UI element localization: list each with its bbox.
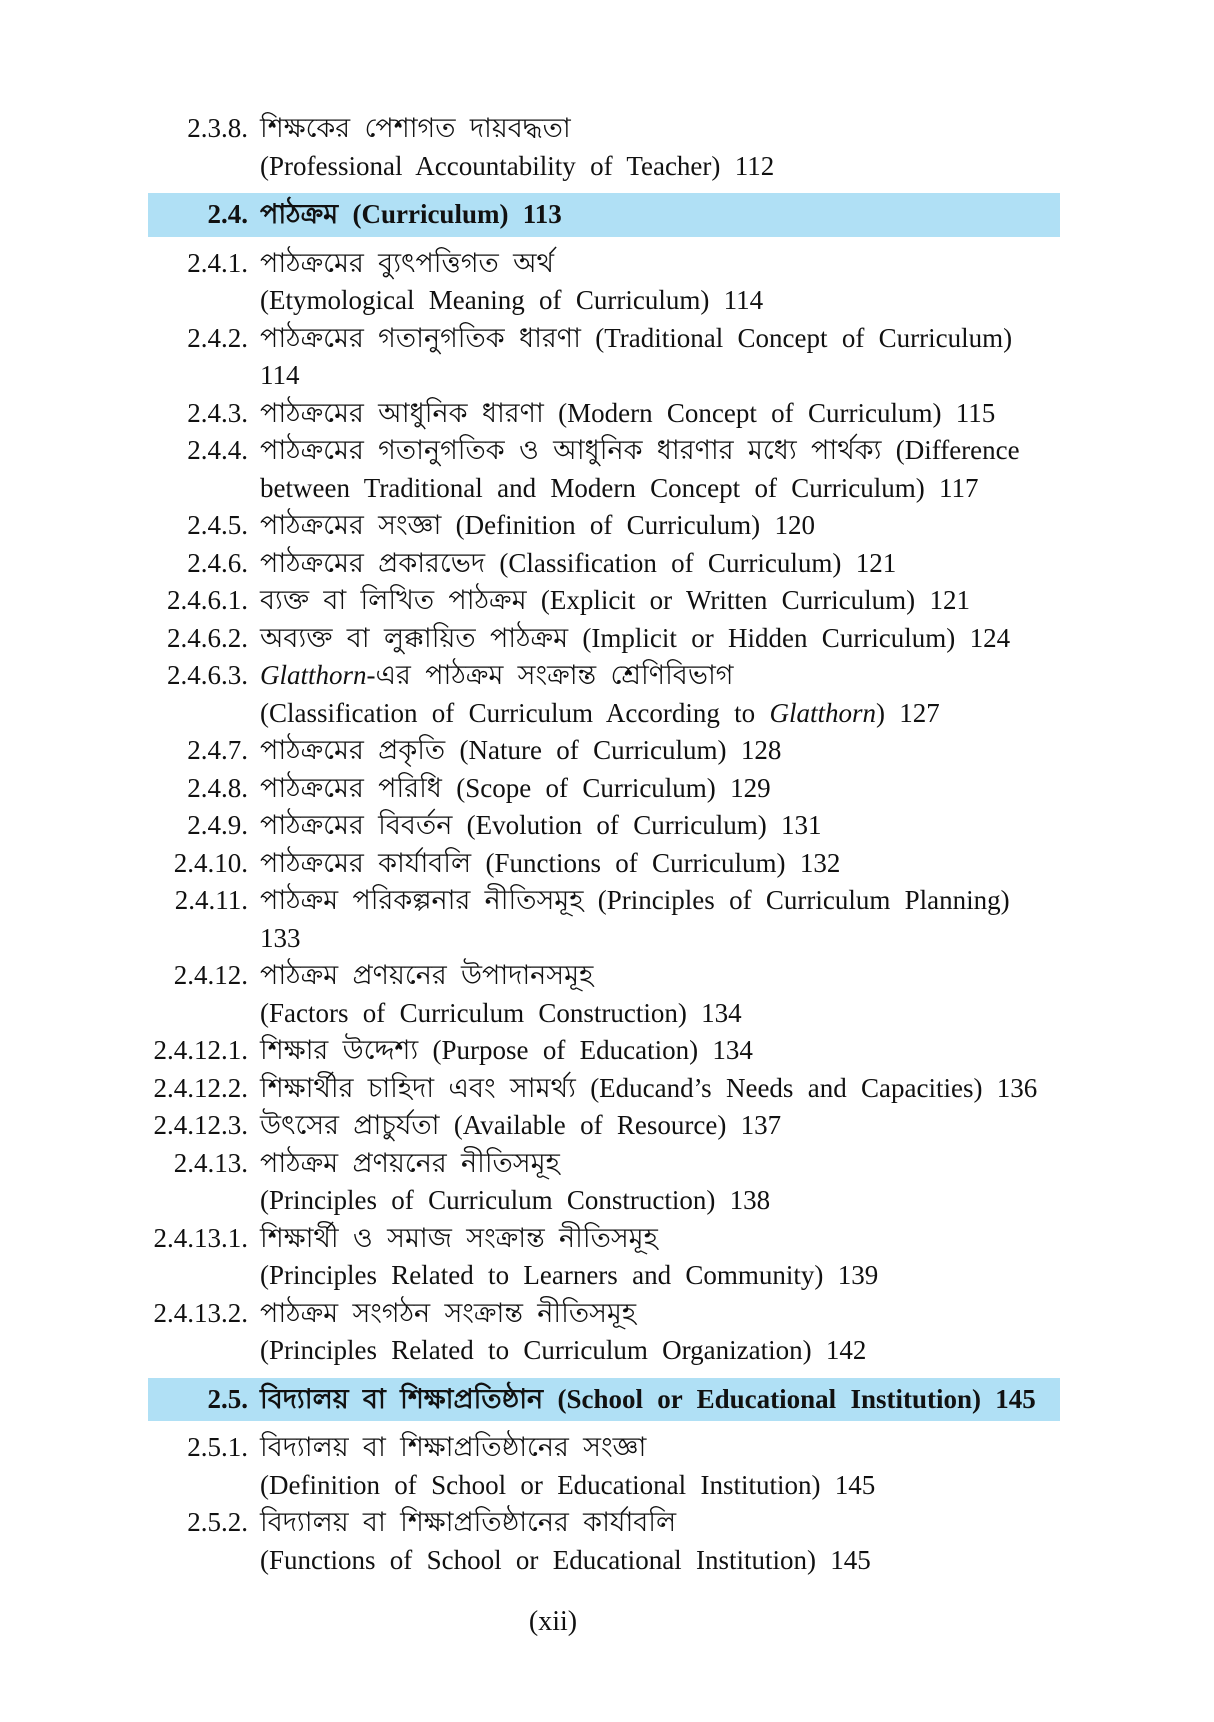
page-number: (xii) [528,1606,578,1637]
toc-entry-number: 2.4.3. [187,397,248,428]
toc-entry-text [260,1504,1060,1579]
toc-entry-text [260,1295,1060,1370]
toc-entry-line: (Principles Related to Learners and Community) 139 [260,1260,879,1290]
toc-entry-line: পাঠক্রম সংগঠন সংক্রান্ত নীতিসমূহ [260,1297,637,1328]
toc-entry-line: (Principles of Curriculum Construction) 138 [260,1185,771,1215]
toc-entry-line: পাঠক্রমের প্রকৃতি (Nature of Curriculum) 128 [260,735,782,765]
toc-entry-number: 2.3.8. [187,113,248,143]
toc-entry-text [260,770,1060,808]
toc-entry [148,1295,1060,1370]
toc-entry [148,657,1060,732]
toc-entry-line: ব্যক্ত বা লিখিত পাঠক্রম (Explicit or Written Curriculum) 121 [260,585,970,615]
toc-entry-text [260,196,1060,234]
toc-entry [148,1107,1060,1145]
toc-entry-number: 2.4.12.2. [153,1072,248,1103]
toc-entry-text [260,957,1060,1032]
toc-entry [148,507,1060,545]
toc-entry-line: পাঠক্রম পরিকল্পনার নীতিসমূহ (Principles of Curriculum Planning) 133 [260,885,1010,953]
toc-entry-text [260,807,1060,845]
toc-entry-line: পাঠক্রমের সংজ্ঞা (Definition of Curriculum) 120 [260,510,815,540]
toc-entry-line: শিক্ষার্থীর চাহিদা এবং সামর্থ্য (Educand’s Needs and Capacities) 136 [260,1072,1038,1103]
toc-entry-number: 2.4.7. [187,735,248,765]
toc-entry-number: 2.5.1. [187,1432,248,1462]
toc-entry-text [260,110,1060,185]
toc-entry-line: Glatthorn-এর পাঠক্রম সংক্রান্ত শ্রেণিবিভাগ [260,660,734,690]
toc-entry-number: 2.4.12.1. [153,1035,248,1065]
toc-entry-line: (Definition of School or Educational Institution) 145 [260,1469,876,1500]
toc-entry [148,1429,1060,1504]
toc-entry-number: 2.4.13.1. [153,1222,248,1253]
toc-entry-line: পাঠক্রমের ব্যুৎপত্তিগত অর্থ [260,247,554,278]
toc-entry-text [260,245,1060,320]
toc-entry-text [260,582,1060,620]
toc-entry-line: বিদ্যালয় বা শিক্ষাপ্রতিষ্ঠানের কার্যাবলি [260,1507,677,1537]
toc-entry-line: পাঠক্রম (Curriculum) 113 [260,199,562,229]
toc-entry-line: বিদ্যালয় বা শিক্ষাপ্রতিষ্ঠানের সংজ্ঞা [260,1432,647,1462]
toc-entry-number: 2.4.9. [187,810,248,840]
toc-entry-number: 2.4.6.3. [167,660,248,690]
toc-entry-number: 2.5.2. [187,1507,248,1537]
toc-entry-text [260,320,1060,395]
toc-entry-line: between Traditional and Modern Concept of Curriculum) 117 [260,472,979,503]
toc-list [148,110,1060,1579]
toc-entry [148,807,1060,845]
toc-entry-line: (Factors of Curriculum Construction) 134 [260,997,742,1028]
toc-entry-number: 2.4.6. [187,547,248,578]
toc-entry-text [260,1220,1060,1295]
toc-entry-number: 2.4. [207,199,248,229]
toc-entry-text [260,1107,1060,1145]
toc-entry-number: 2.4.4. [187,435,248,465]
toc-entry-number: 2.4.11. [174,885,248,915]
toc-entry-line: পাঠক্রমের আধুনিক ধারণা (Modern Concept of Curriculum) 115 [260,397,996,428]
toc-entry [148,732,1060,770]
toc-entry-text [260,882,1060,957]
toc-entry-text [260,620,1060,658]
toc-entry [148,1145,1060,1220]
toc-entry-text [260,507,1060,545]
toc-entry [148,110,1060,185]
toc-entry [148,582,1060,620]
toc-entry-line: পাঠক্রম প্রণয়নের উপাদানসমূহ [260,960,594,990]
toc-entry-number: 2.5. [207,1383,248,1414]
toc-entry [148,845,1060,883]
toc-entry [148,957,1060,1032]
toc-entry-line: (Professional Accountability of Teacher) 112 [260,150,775,181]
toc-entry-line: অব্যক্ত বা লুক্কায়িত পাঠক্রম (Implicit or Hidden Curriculum) 124 [260,622,1011,653]
toc-entry-text [260,1145,1060,1220]
toc-entry [148,1220,1060,1295]
toc-entry [148,245,1060,320]
toc-entry-line: পাঠক্রমের কার্যাবলি (Functions of Curriculum) 132 [260,847,841,878]
toc-entry-line: বিদ্যালয় বা শিক্ষাপ্রতিষ্ঠান (School or Educational Institution) 145 [260,1383,1036,1414]
toc-entry-number: 2.4.8. [187,772,248,803]
toc-entry-text [260,845,1060,883]
toc-entry [148,882,1060,957]
toc-entry-text [260,657,1060,732]
toc-entry-number: 2.4.13. [173,1147,248,1178]
toc-entry-line: পাঠক্রম প্রণয়নের নীতিসমূহ [260,1147,560,1178]
toc-entry-number: 2.4.10. [173,847,248,878]
toc-entry [148,320,1060,395]
toc-entry-line: শিক্ষকের পেশাগত দায়বদ্ধতা [260,113,571,143]
toc-entry-number: 2.4.2. [187,322,248,353]
toc-entry-line: শিক্ষার উদ্দেশ্য (Purpose of Education) 134 [260,1035,753,1065]
toc-entry-line: শিক্ষার্থী ও সমাজ সংক্রান্ত নীতিসমূহ [260,1222,658,1253]
toc-entry [148,770,1060,808]
toc-entry-text [260,432,1060,507]
toc-entry-line: (Classification of Curriculum According to Glatthorn) 127 [260,697,940,728]
toc-entry-text [260,1032,1060,1070]
toc-entry-text [260,732,1060,770]
toc-entry-line: (Etymological Meaning of Curriculum) 114 [260,285,764,315]
toc-entry-number: 2.4.12. [173,960,248,990]
toc-section-heading [148,1378,1060,1422]
toc-entry-text [260,545,1060,583]
toc-entry-number: 2.4.5. [187,510,248,540]
toc-entry-number: 2.4.6.1. [167,585,248,615]
toc-entry-number: 2.4.12.3. [153,1110,248,1140]
toc-entry [148,1032,1060,1070]
toc-entry-line: পাঠক্রমের গতানুগতিক ধারণা (Traditional Concept of Curriculum) 114 [260,322,1013,390]
toc-entry-number: 2.4.6.2. [167,622,248,653]
toc-entry-line: পাঠক্রমের প্রকারভেদ (Classification of Curriculum) 121 [260,547,897,578]
toc-entry [148,1504,1060,1579]
toc-section-heading [148,193,1060,237]
toc-entry-line: উৎসের প্রাচুর্যতা (Available of Resource) 137 [260,1110,782,1140]
toc-entry [148,395,1060,433]
toc-entry-text [260,1429,1060,1504]
toc-entry-line: পাঠক্রমের গতানুগতিক ও আধুনিক ধারণার মধ্যে পার্থক্য (Difference [260,435,1020,465]
toc-entry-text [260,395,1060,433]
toc-entry [148,545,1060,583]
toc-entry [148,620,1060,658]
toc-entry-line: পাঠক্রমের বিবর্তন (Evolution of Curriculum) 131 [260,810,822,840]
toc-entry-text [260,1381,1060,1419]
toc-entry [148,432,1060,507]
toc-entry-number: 2.4.13.2. [153,1297,248,1328]
toc-entry-text [260,1070,1060,1108]
toc-entry-line: (Functions of School or Educational Institution) 145 [260,1544,871,1575]
toc-entry-number: 2.4.1. [187,247,248,278]
toc-entry [148,1070,1060,1108]
toc-entry-line: (Principles Related to Curriculum Organization) 142 [260,1335,867,1365]
toc-entry-line: পাঠক্রমের পরিধি (Scope of Curriculum) 129 [260,772,771,803]
